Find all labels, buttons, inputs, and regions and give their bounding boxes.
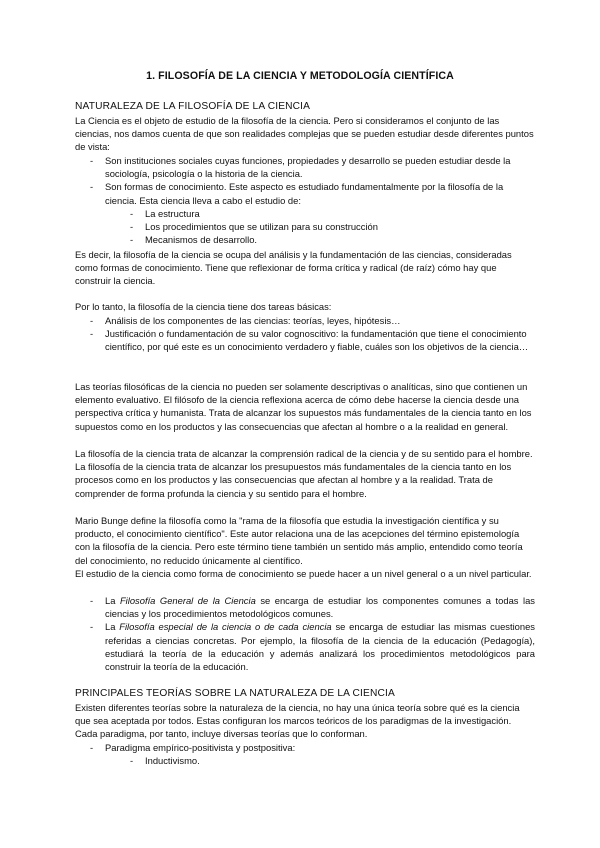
sublist-study-objects xyxy=(105,207,535,247)
paragraph-intro: La Ciencia es el objeto de estudio de la filosofía de la ciencia. Pero si consideramos el conjunto de las ciencias, nos damos cuenta de que son realidades complejas que se pueden estudiar desde diferentes puntos de vista: xyxy=(75,115,534,153)
list-item xyxy=(75,620,535,673)
list-levels xyxy=(75,594,535,673)
paragraph-theories: Las teorías filosóficas de la ciencia no pueden ser solamente descriptivas o analíticas, sino que contienen un elemento evaluativo. El filósofo de la ciencia reflexiona acerca de cómo debe hacerse la ciencia desde una perspectiva crítica y humanista. Trata de alcanzar los supuestos más fundamentales de la ciencia tanto en los supuestos como en los productos y las consecuencias que afectan al hombre o a la realidad en general. xyxy=(75,381,532,432)
list-paradigms xyxy=(75,741,535,767)
section-heading-theories: PRINCIPALES TEORÍAS SOBRE LA NATURALEZA DE LA CIENCIA xyxy=(75,688,395,699)
list-item-text: Paradigma empírico-positivista y postpositiva: xyxy=(105,742,296,753)
list-item xyxy=(75,154,535,180)
list-item-text: se encarga de estudiar los componentes comunes a todas las ciencias y los procedimientos metodológicos comunes. xyxy=(105,595,535,620)
list-item xyxy=(75,594,535,620)
paragraph-tasks-intro: Por lo tanto, la filosofía de la ciencia tiene dos tareas básicas: xyxy=(75,301,332,312)
list-item xyxy=(75,180,535,246)
page-title: 1. FILOSOFÍA DE LA CIENCIA Y METODOLOGÍA CIENTÍFICA xyxy=(146,70,454,82)
list-tasks xyxy=(75,314,535,354)
list-item xyxy=(75,314,535,327)
list-science-aspects xyxy=(75,154,535,246)
paragraph-comprehension: La filosofía de la ciencia trata de alcanzar la comprensión radical de la ciencia y de su sentido para el hombre. La filosofía de la ciencia trata de alcanzar los presupuestos más fundamentales de la ciencia tanto en los procesos como en los productos y las consecuencias que afectan al hombre y a la realidad. Trata de comprender de forma profunda la ciencia y su sentido para el hombre. xyxy=(75,448,533,499)
list-item-text: Son instituciones sociales cuyas funciones, propiedades y desarrollo se pueden estudiar desde la sociología, psicología o la historia de la ciencia. xyxy=(105,155,511,180)
list-item-text: Análisis de los componentes de las ciencias: teorías, leyes, hipótesis… xyxy=(105,315,401,326)
paragraph-levels: El estudio de la ciencia como forma de conocimiento se puede hacer a un nivel general o a un nivel particular. xyxy=(75,568,532,579)
sublist-item: - Los procedimientos que se utilizan para su construcción xyxy=(105,220,535,233)
list-item-text: se encarga de estudiar las mismas cuestiones referidas a ciencias concretas. Por ejemplo, la filosofía de la ciencia de la educación (Pedagogía), estudiará la teoría de la educación y además analizará los procedimientos metodológicos para construir la teoría de la educación. xyxy=(105,621,535,673)
section-heading-nature: NATURALEZA DE LA FILOSOFÍA DE LA CIENCIA xyxy=(75,101,311,112)
term-general-philosophy: Filosofía General de la Ciencia xyxy=(119,595,256,606)
sublist-paradigm-theories xyxy=(105,754,535,767)
list-item-text: Son formas de conocimiento. Este aspecto es estudiado fundamentalmente por la filosofía de la ciencia. Esta ciencia lleva a cabo el estudio de: xyxy=(105,181,504,206)
sublist-item: - La estructura xyxy=(105,207,535,220)
term-special-philosophy: Filosofía especial de la ciencia o de cada ciencia xyxy=(119,621,332,633)
list-item-text: Justificación o fundamentación de su valor cognoscitivo: la fundamentación que tiene el conocimiento científico, por qué este es un conocimiento verdadero y fiable, cuáles son los objetivos de la ciencia… xyxy=(105,328,529,353)
paragraph-theories-intro: Existen diferentes teorías sobre la naturaleza de la ciencia, no hay una única teoría sobre qué es la ciencia que sea aceptada por todos. Estas configuran los marcos teóricos de los paradigmas de la investigación. Cada paradigma, por tanto, incluye diversas teorías que lo conforman. xyxy=(75,702,520,740)
list-item-prefix: La xyxy=(105,621,120,633)
sublist-item: - Inductivismo. xyxy=(105,754,535,767)
list-item-prefix: La xyxy=(105,595,120,606)
paragraph-conclusion: Es decir, la filosofía de la ciencia se ocupa del análisis y la fundamentación de las ciencias, consideradas como formas de conocimiento. Tiene que reflexionar de forma crítica y radical (de raíz) cómo hay que construir la ciencia. xyxy=(75,249,512,287)
list-item xyxy=(75,741,535,767)
list-item xyxy=(75,327,535,353)
sublist-item: - Mecanismos de desarrollo. xyxy=(105,233,535,246)
paragraph-bunge: Mario Bunge define la filosofía como la "rama de la filosofía que estudia la investigación científica y su producto, el conocimiento científico". Este autor relaciona una de las acepciones del término epistemología con la filosofía de la ciencia. Pero este término tiene también un sentido más amplio, entendido como teoría del conocimiento, no reducido únicamente al científico. xyxy=(75,515,523,566)
